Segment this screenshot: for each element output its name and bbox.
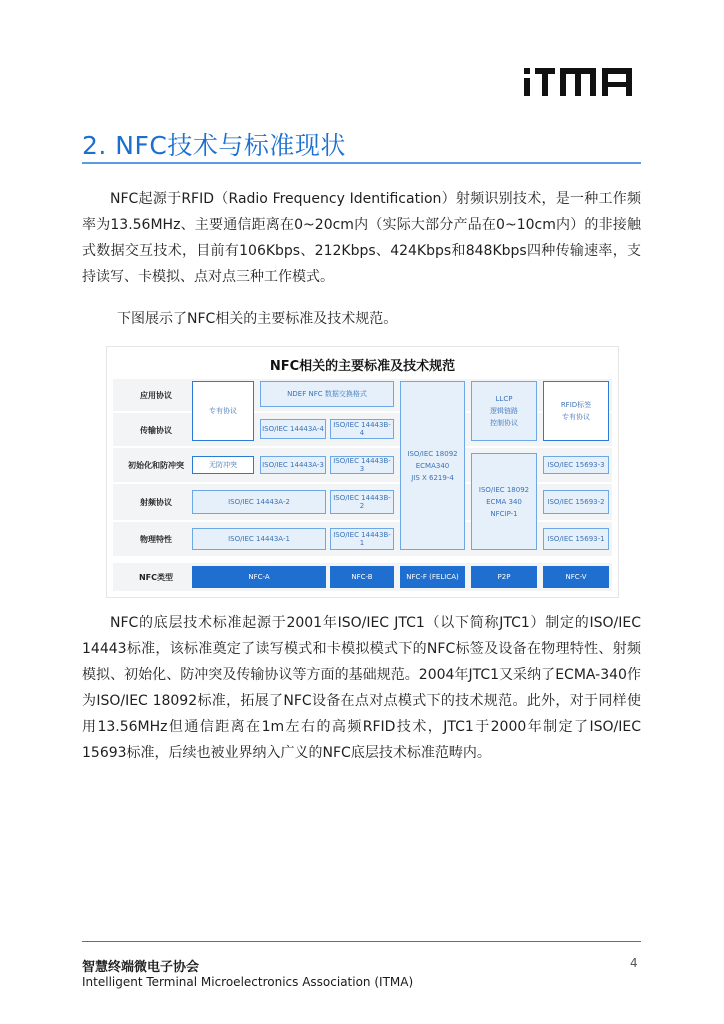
cell-iso14443b-3: ISO/IEC 14443B-3 <box>330 456 394 474</box>
figure-title: NFC相关的主要标准及技术规范 <box>269 359 456 374</box>
paragraph-standards-history: NFC的底层技术标准起源于2001年ISO/IEC JTC1（以下简称JTC1）制定的ISO/IEC 14443标准，该标准奠定了读写模式和卡模拟模式下的NFC标签及设备在物理特性、射频模拟、初始化、防冲突及传输协议等方面的基础规范。2004年JTC1又采纳了ECMA-340作为ISO/IEC 18092标准，拓展了NFC设备在点对点模式下的技术规范。此外，对于同样使用13.56MHz但通信距离在1m左右的高频RFID技术，JTC1于2000年制定了ISO/IEC 15693标准，后续也被业界纳入广义的NFC底层技术标准范畴内。 <box>82 615 641 761</box>
cell-iso14443a-3: ISO/IEC 14443A-3 <box>260 456 326 474</box>
p2p-line-2: ECMA 340 <box>486 497 522 506</box>
llcp-line-1: LLCP <box>495 395 513 403</box>
title-divider <box>82 162 641 164</box>
felica-line-3: JIS X 6219-4 <box>411 473 454 482</box>
type-nfc-f: NFC-F (FELICA) <box>400 566 465 588</box>
type-nfc-b: NFC-B <box>330 566 394 588</box>
llcp-line-2: 逻辑链路 <box>490 407 518 415</box>
cell-iso15693-3: ISO/IEC 15693-3 <box>543 456 609 474</box>
llcp-line-3: 控制协议 <box>490 419 518 427</box>
section-title: 2. NFC技术与标准现状 <box>82 131 346 160</box>
row-label-app: 应用协议 <box>140 391 172 400</box>
cell-iso14443a-2: ISO/IEC 14443A-2 <box>192 490 326 514</box>
footer-org-cn: 智慧终端微电子协会 <box>82 960 200 975</box>
paragraph-figure-intro: 下图展示了NFC相关的主要标准及技术规范。 <box>117 311 398 327</box>
cell-ndef: NDEF NFC 数据交换格式 <box>260 381 394 407</box>
p2p-line-3: NFCIP-1 <box>490 509 518 518</box>
cell-no-anticollision: 无防冲突 <box>192 456 254 474</box>
type-p2p: P2P <box>471 566 537 588</box>
cell-iso15693-1: ISO/IEC 15693-1 <box>543 528 609 550</box>
cell-p2p-standards <box>471 453 537 550</box>
cell-iso14443a-1: ISO/IEC 14443A-1 <box>192 528 326 550</box>
footer-org-en: Intelligent Terminal Microelectronics Association (ITMA) <box>82 975 414 989</box>
felica-line-1: ISO/IEC 18092 <box>407 449 458 458</box>
cell-iso14443b-4: ISO/IEC 14443B-4 <box>330 419 394 439</box>
row-label-physical: 物理特性 <box>140 535 172 544</box>
cell-iso14443b-1: ISO/IEC 14443B-1 <box>330 528 394 550</box>
cell-llcp <box>471 381 537 441</box>
cell-iso15693-2: ISO/IEC 15693-2 <box>543 490 609 514</box>
page-number: 4 <box>630 956 638 970</box>
rfid-line-2: 专有协议 <box>562 413 590 421</box>
cell-rfid-proprietary <box>543 381 609 441</box>
footer-divider <box>82 941 641 942</box>
cell-iso14443a-4: ISO/IEC 14443A-4 <box>260 419 326 439</box>
row-label-transport: 传输协议 <box>140 426 172 435</box>
paragraph-intro: NFC起源于RFID（Radio Frequency Identification）射频识别技术，是一种工作频率为13.56MHz、主要通信距离在0~20cm内（实际大部分产品在0~10cm内）的非接触式数据交互技术，目前有106Kbps、212Kbps、424Kbps和848Kbps四种传输速率，支持读写、卡模拟、点对点三种工作模式。 <box>82 191 641 285</box>
cell-proprietary-a: 专有协议 <box>192 381 254 441</box>
rfid-line-1: RFID标签 <box>560 401 592 409</box>
type-nfc-v: NFC-V <box>543 566 609 588</box>
cell-felica-standards <box>400 381 465 550</box>
itma-logo <box>522 66 640 98</box>
row-label-type: NFC类型 <box>138 573 174 582</box>
row-label-init: 初始化和防冲突 <box>128 461 184 470</box>
p2p-line-1: ISO/IEC 18092 <box>478 485 530 494</box>
row-label-rf: 射频协议 <box>140 498 172 507</box>
cell-iso14443b-2: ISO/IEC 14443B-2 <box>330 490 394 514</box>
type-nfc-a: NFC-A <box>192 566 326 588</box>
felica-line-2: ECMA340 <box>415 461 450 470</box>
nfc-standards-figure <box>106 346 619 598</box>
